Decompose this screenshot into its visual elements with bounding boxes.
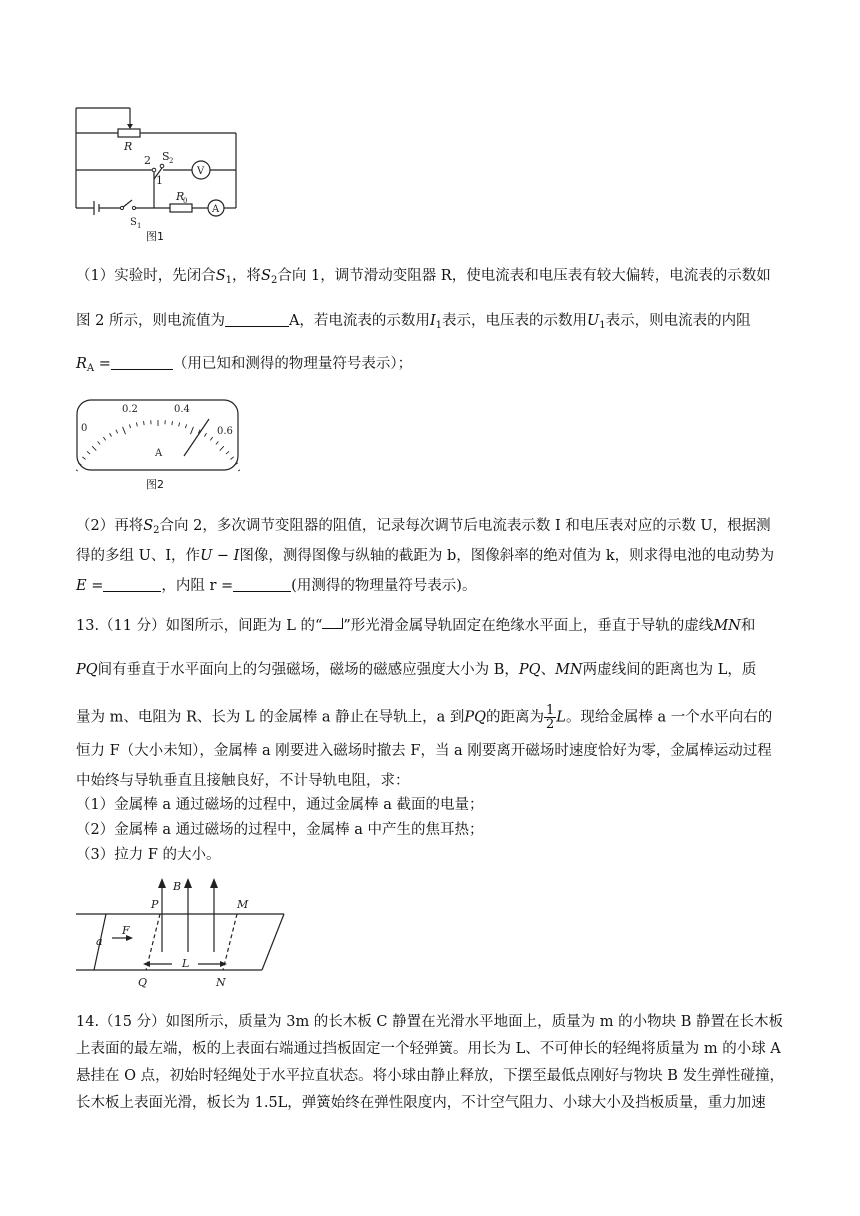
q13-sub2: （2）金属棒 a 通过磁场的过程中，金属棒 a 中产生的焦耳热；	[76, 822, 484, 838]
q12-2-line1: （2）再将$S_2$合向 2，多次调节变阻器的阻值，记录每次调节后电流表示数 I 和电压表对应的示数 U，根据测	[76, 518, 771, 536]
figure1-caption: 图1	[146, 230, 164, 243]
q13-line2: PQ间有垂直于水平面向上的匀强磁场，磁场的磁感应强度大小为 B，PQ、MN两虚线间的距离也为 L，质	[76, 662, 757, 678]
dial-tick	[129, 424, 130, 428]
label-L: L	[182, 957, 190, 970]
dial-tick	[87, 451, 90, 454]
dial-tick	[226, 451, 229, 454]
dial-tick	[98, 441, 101, 444]
dial-tick	[103, 437, 105, 440]
q13-line3: 量为 m、电阻为 R、长为 L 的金属棒 a 静止在导轨上，a 到PQ的距离为 $\frac{1}{2}$ L。现给金属棒 a 一个水平向右的	[76, 703, 773, 732]
q14-line4: 长木板上表面光滑，板长为 1.5L，弹簧始终在弹性限度内，不计空气阻力、小球大小及挡板质量，重力加速	[76, 1095, 766, 1111]
q13-line1: 13.（11 分）如图所示，间距为 L 的“ ”形光滑金属导轨固定在绝缘水平面上，垂直于导轨的虚线MN和	[76, 618, 756, 634]
label-R: R	[124, 140, 133, 153]
rail-field-diagram	[72, 872, 292, 994]
dial-tick	[216, 441, 219, 444]
label-B: B	[173, 880, 182, 893]
label-R0: R	[176, 190, 185, 203]
dial-tick	[238, 469, 240, 471]
q12-1-line2: 图 2 所示，则电流值为 A，若电流表的示数用$I_1$表示，电压表的示数用$U_1$表示，则电流表的内阻	[76, 313, 751, 331]
label-2: 2	[144, 154, 151, 167]
label-P: P	[151, 898, 159, 911]
tick-0.6: 0.6	[217, 426, 233, 437]
rail-shape-icon	[322, 618, 343, 629]
q12-2-line2: 得的多组 U、I，作U − I图像，测得图像与纵轴的截距为 b，图像斜率的绝对值为 k，则求得电池的电动势为	[76, 548, 775, 564]
q13-sub3: （3）拉力 F 的大小。	[76, 847, 221, 863]
dial-tick	[204, 433, 206, 436]
dial-tick	[82, 457, 85, 459]
tick-0: 0	[81, 423, 88, 434]
label-S1: S	[130, 217, 137, 228]
q14-line1: 14.（15 分）如图所示，质量为 3m 的长木板 C 静置在光滑水平地面上，质量为 m 的小物块 B 静置在长木板	[76, 1014, 783, 1030]
q14-line2: 上表面的最左端，板的上表面右端通过挡板固定一个轻弹簧。用长为 L、不可伸长的轻绳将质量为 m 的小球 A	[76, 1041, 781, 1057]
q13-sub1: （1）金属棒 a 通过磁场的过程中，通过金属棒 a 截面的电量；	[76, 797, 484, 813]
label-A: A	[212, 204, 220, 215]
q12-2-line3: E = ，内阻 r = (用测得的物理量符号表示)。	[76, 578, 477, 594]
label-a: a	[96, 935, 103, 948]
dial-tick	[76, 469, 78, 471]
dial-tick	[179, 422, 180, 426]
figure2-caption: 图2	[146, 478, 164, 491]
dial-tick	[110, 433, 112, 436]
svg-text:2: 2	[169, 157, 174, 165]
dial-tick	[116, 430, 118, 434]
q12-1-line1: （1）实验时，先闭合$S_1$，将$S_2$合向 1，调节滑动变阻器 R，使电流表和电压表有较大偏转，电流表的示数如	[76, 268, 771, 286]
dial-tick	[230, 457, 233, 459]
label-V: V	[197, 166, 205, 177]
dial-tick	[136, 422, 137, 426]
dial-tick	[210, 437, 212, 440]
dial-tick	[92, 446, 96, 450]
dial-tick	[123, 427, 126, 434]
answer-blank-E[interactable]	[103, 577, 161, 592]
dial-tick	[172, 421, 173, 425]
ammeter-dial	[76, 398, 240, 474]
answer-blank-RA[interactable]	[111, 355, 173, 370]
q12-1-line3: $R_A$ = （用已知和测得的物理量符号表示）；	[76, 356, 413, 374]
dial-tick	[185, 424, 186, 428]
fraction-one-half: $\frac{1}{2}$	[546, 703, 555, 732]
svg-text:1: 1	[137, 222, 142, 230]
q13-line5: 中始终与导轨垂直且接触良好，不计导轨电阻，求：	[76, 773, 410, 789]
dial-tick	[190, 427, 193, 434]
circuit-diagram	[70, 100, 250, 240]
label-1: 1	[156, 174, 163, 187]
label-Q: Q	[138, 976, 148, 989]
label-S2: S	[162, 150, 170, 163]
tick-0.4: 0.4	[174, 404, 190, 415]
answer-blank-current[interactable]	[225, 312, 289, 327]
label-F: F	[122, 924, 130, 937]
label-N: N	[216, 976, 226, 989]
svg-text:0: 0	[183, 197, 188, 205]
tick-0.2: 0.2	[122, 404, 138, 415]
dial-tick	[144, 421, 145, 425]
q13-line4: 恒力 F（大小未知），金属棒 a 刚要进入磁场时撤去 F，当 a 刚要离开磁场时速度恰好为零，金属棒运动过程	[76, 743, 772, 759]
answer-blank-r[interactable]	[233, 577, 291, 592]
unit-A: A	[155, 448, 163, 459]
dial-tick	[220, 446, 224, 450]
q14-line3: 悬挂在 O 点，初始时轻绳处于水平拉直状态。将小球由静止释放，下摆至最低点刚好与物块 B 发生弹性碰撞，	[76, 1068, 784, 1084]
label-M: M	[237, 898, 249, 911]
